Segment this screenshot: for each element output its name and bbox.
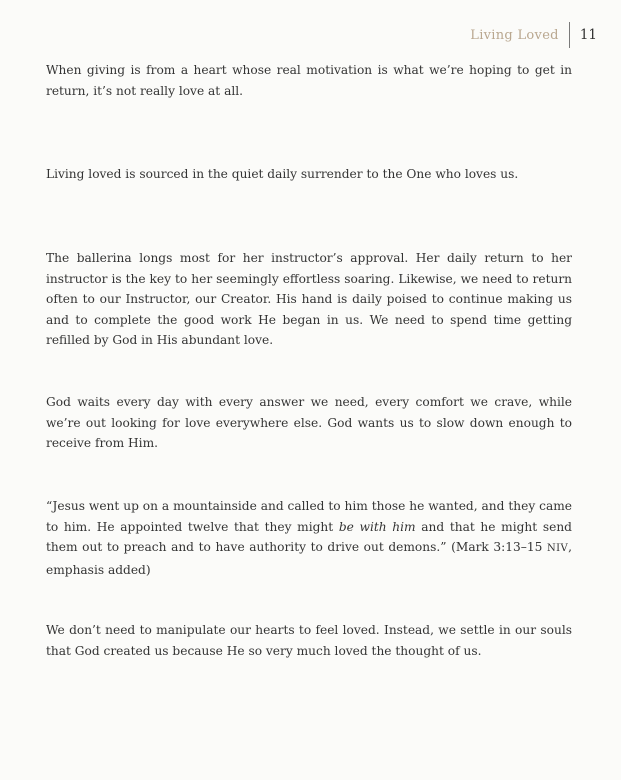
page-number: 11 <box>579 27 597 43</box>
running-title: Living Loved <box>470 27 559 43</box>
emphasized-phrase: be with him <box>338 519 416 534</box>
paragraph-2: Living loved is sourced in the quiet daily surrender to the One who loves us. <box>46 167 519 181</box>
quote-text-end: and that he might send them out to preach and to have authority to drive out demons.” (Mark 3:13–15 <box>46 519 572 554</box>
bible-version: NIV <box>547 543 569 554</box>
citation-note: , emphasis added) <box>46 540 572 577</box>
header-divider <box>569 22 570 48</box>
running-head <box>470 22 597 48</box>
paragraph-1: When giving is from a heart whose real motivation is what we’re hoping to get in return, it’s not really love at all. <box>46 63 572 98</box>
paragraph-4: God waits every day with every answer we need, every comfort we crave, while we’re out looking for love everywhere else. God wants us to slow down enough to receive from Him. <box>46 395 572 450</box>
quote-text-start: “Jesus went up on a mountainside and called to him those he wanted, and they came to him. He appointed twelve that they might <box>46 499 572 534</box>
paragraph-5-scripture-quote <box>46 496 572 580</box>
paragraph-6: We don’t need to manipulate our hearts to feel loved. Instead, we settle in our souls that God created us because He so very much loved the thought of us. <box>46 623 572 658</box>
paragraph-3: The ballerina longs most for her instructor’s approval. Her daily return to her instructor is the key to her seemingly effortless soaring. Likewise, we need to return often to our Instructor, our Creator. His hand is daily poised to continue making us and to complete the good work He began in us. We need to spend time getting refilled by God in His abundant love. <box>46 251 572 347</box>
